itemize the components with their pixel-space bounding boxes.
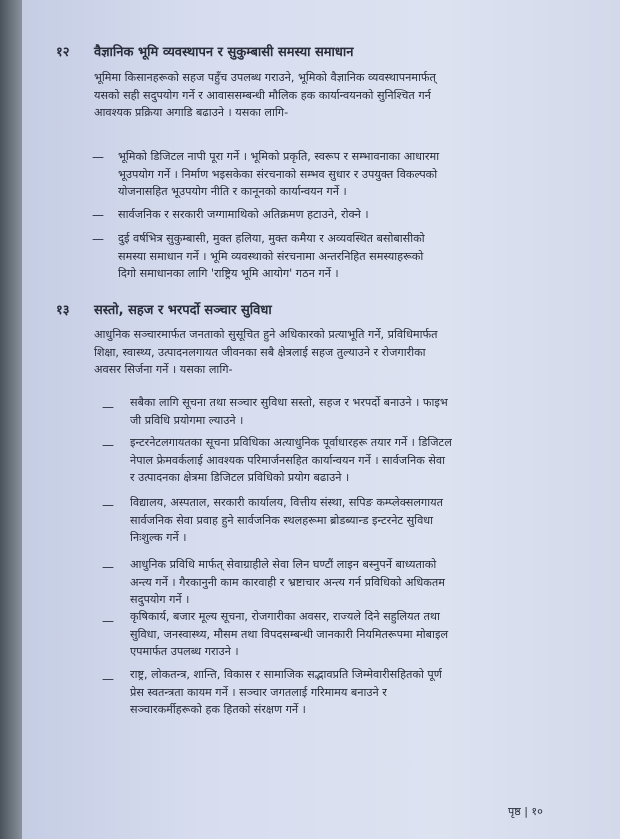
item-line: निःशुल्क गर्ने । xyxy=(130,531,187,544)
item-line: र उत्पादनका क्षेत्रमा डिजिटल प्रविधिको प्रयोग बढाउने । xyxy=(130,471,350,484)
list-item xyxy=(118,148,439,201)
item-line: विद्यालय, अस्पताल, सरकारी कार्यालय, वित्तीय संस्था, सपिङ कम्प्लेक्सलगायत xyxy=(130,496,443,509)
intro-line: आधुनिक सञ्चारमार्फत जनताको सुसूचित हुने अधिकारको प्रत्याभूति गर्ने, प्रविधिमार्फत xyxy=(94,328,438,341)
item-line: कृषिकार्य, बजार मूल्य सूचना, रोजगारीका अवसर, राज्यले दिने सहुलियत तथा xyxy=(130,610,440,623)
bullet-dash: — xyxy=(92,150,104,164)
item-line: दिगो समाधानका लागि 'राष्ट्रिय भूमि आयोग' गठन गर्ने । xyxy=(118,267,339,280)
list-item xyxy=(130,434,452,487)
intro-line: आवश्यक प्रक्रिया अगाडि बढाउने । यसका लागि- xyxy=(94,106,289,119)
item-line: भूउपयोग गर्ने । निर्माण भइसकेका संरचनाको सम्भव सुधार र उपयुक्त विकल्पको xyxy=(118,167,438,181)
item-line: योजनासहित भूउपयोग नीति र कानूनको कार्यान्वयन गर्ने । xyxy=(118,185,347,198)
section-intro xyxy=(94,69,436,122)
section-number: १३ xyxy=(56,303,70,318)
item-line: भूमिको डिजिटल नापी पूरा गर्ने । भूमिको प्रकृति, स्वरूप र सम्भावनाका आधारमा xyxy=(118,150,440,163)
item-line: दुई वर्षभित्र सुकुम्बासी, मुक्त हलिया, मुक्त कमैया र अव्यवस्थित बसोबासीको xyxy=(118,232,425,245)
item-line: अन्त्य गर्ने । गैरकानुनी काम कारवाही र भ्रष्टाचार अन्त्य गर्न प्रविधिको अधिकतम xyxy=(130,575,445,589)
list-item xyxy=(130,556,445,609)
intro-line: शिक्षा, स्वास्थ्य, उत्पादनलगायत जीवनका सबै क्षेत्रलाई सहज तुल्याउने र रोजगारीका xyxy=(94,345,426,359)
item-line: सञ्चारकर्मीहरूको हक हितको संरक्षण गर्ने । xyxy=(130,703,306,716)
document-page xyxy=(22,0,620,839)
list-item xyxy=(130,666,442,719)
section-heading xyxy=(56,42,354,60)
section-intro xyxy=(94,326,438,379)
item-line: सदुपयोग गर्ने । xyxy=(130,593,190,606)
bullet-dash: — xyxy=(102,498,114,512)
item-line: जी प्रविधि प्रयोगमा ल्याउने । xyxy=(130,413,244,427)
list-item xyxy=(118,230,425,283)
item-line: एपमार्फत उपलब्ध गराउने । xyxy=(130,645,239,658)
section-title: सस्तो, सहज र भरपर्दो सञ्चार सुविधा xyxy=(94,303,272,318)
item-line: सार्वजनिक र सरकारी जग्गामाथिको अतिक्रमण हटाउने, रोक्ने । xyxy=(118,208,369,221)
list-item xyxy=(130,608,448,661)
item-line: नेपाल फ्रेमवर्कलाई आवश्यक परिमार्जनसहित कार्यान्वयन गर्ने । सार्वजनिक सेवा xyxy=(130,453,446,467)
intro-line: अवसर सिर्जना गर्ने । यसका लागि- xyxy=(94,363,233,376)
item-line: सुविधा, जनस्वास्थ्य, मौसम तथा विपदसम्बन्धी जानकारी नियमितरूपमा मोबाइल xyxy=(130,627,449,641)
bullet-dash: — xyxy=(102,400,114,414)
bullet-dash: — xyxy=(92,208,104,222)
item-line: प्रेस स्वतन्त्रता कायम गर्ने । सञ्चार जगतलाई गरिमामय बनाउने र xyxy=(130,685,387,699)
item-line: सार्वजनिक सेवा प्रवाह हुने सार्वजनिक स्थलहरूमा ब्रोडब्यान्ड इन्टरनेट सुविधा xyxy=(130,513,434,527)
book-spine-shadow xyxy=(0,0,22,839)
bullet-dash: — xyxy=(92,232,104,246)
bullet-dash: — xyxy=(102,560,114,574)
item-line: आधुनिक प्रविधि मार्फत् सेवाग्राहीले सेवा लिन घण्टौं लाइन बस्नुपर्ने बाध्यताको xyxy=(130,558,437,571)
list-item xyxy=(130,394,448,429)
item-line: सबैका लागि सूचना तथा सञ्चार सुविधा सस्तो, सहज र भरपर्दो बनाउने । फाइभ xyxy=(130,396,448,409)
item-line: इन्टरनेटलगायतका सूचना प्रविधिका अत्याधुनिक पूर्वाधारहरू तयार गर्ने । डिजिटल xyxy=(130,436,452,449)
item-line: समस्या समाधान गर्ने । भूमि व्यवस्थाको संरचनामा अन्तरनिहित समस्याहरूको xyxy=(118,249,424,263)
intro-line: यसको सही सदुपयोग गर्ने र आवाससम्बन्धी मौलिक हक कार्यान्वयनको सुनिश्चित गर्न xyxy=(94,88,431,102)
section-title: वैज्ञानिक भूमि व्यवस्थापन र सुकुम्बासी समस्या समाधान xyxy=(94,45,354,60)
page-number: पृष्ठ | १० xyxy=(508,805,543,818)
list-item xyxy=(130,494,443,547)
bullet-dash: — xyxy=(102,438,114,452)
intro-line: भूमिमा किसानहरूको सहज पहुँच उपलब्ध गराउने, भूमिको वैज्ञानिक व्यवस्थापनमार्फत् xyxy=(94,71,436,84)
bullet-dash: — xyxy=(102,614,114,628)
item-line: राष्ट्र, लोकतन्त्र, शान्ति, विकास र सामाजिक सद्भावप्रति जिम्मेवारीसहितको पूर्ण xyxy=(130,668,442,681)
list-item xyxy=(118,206,369,224)
bullet-dash: — xyxy=(102,672,114,686)
section-heading xyxy=(56,300,272,318)
section-number: १२ xyxy=(56,45,70,60)
